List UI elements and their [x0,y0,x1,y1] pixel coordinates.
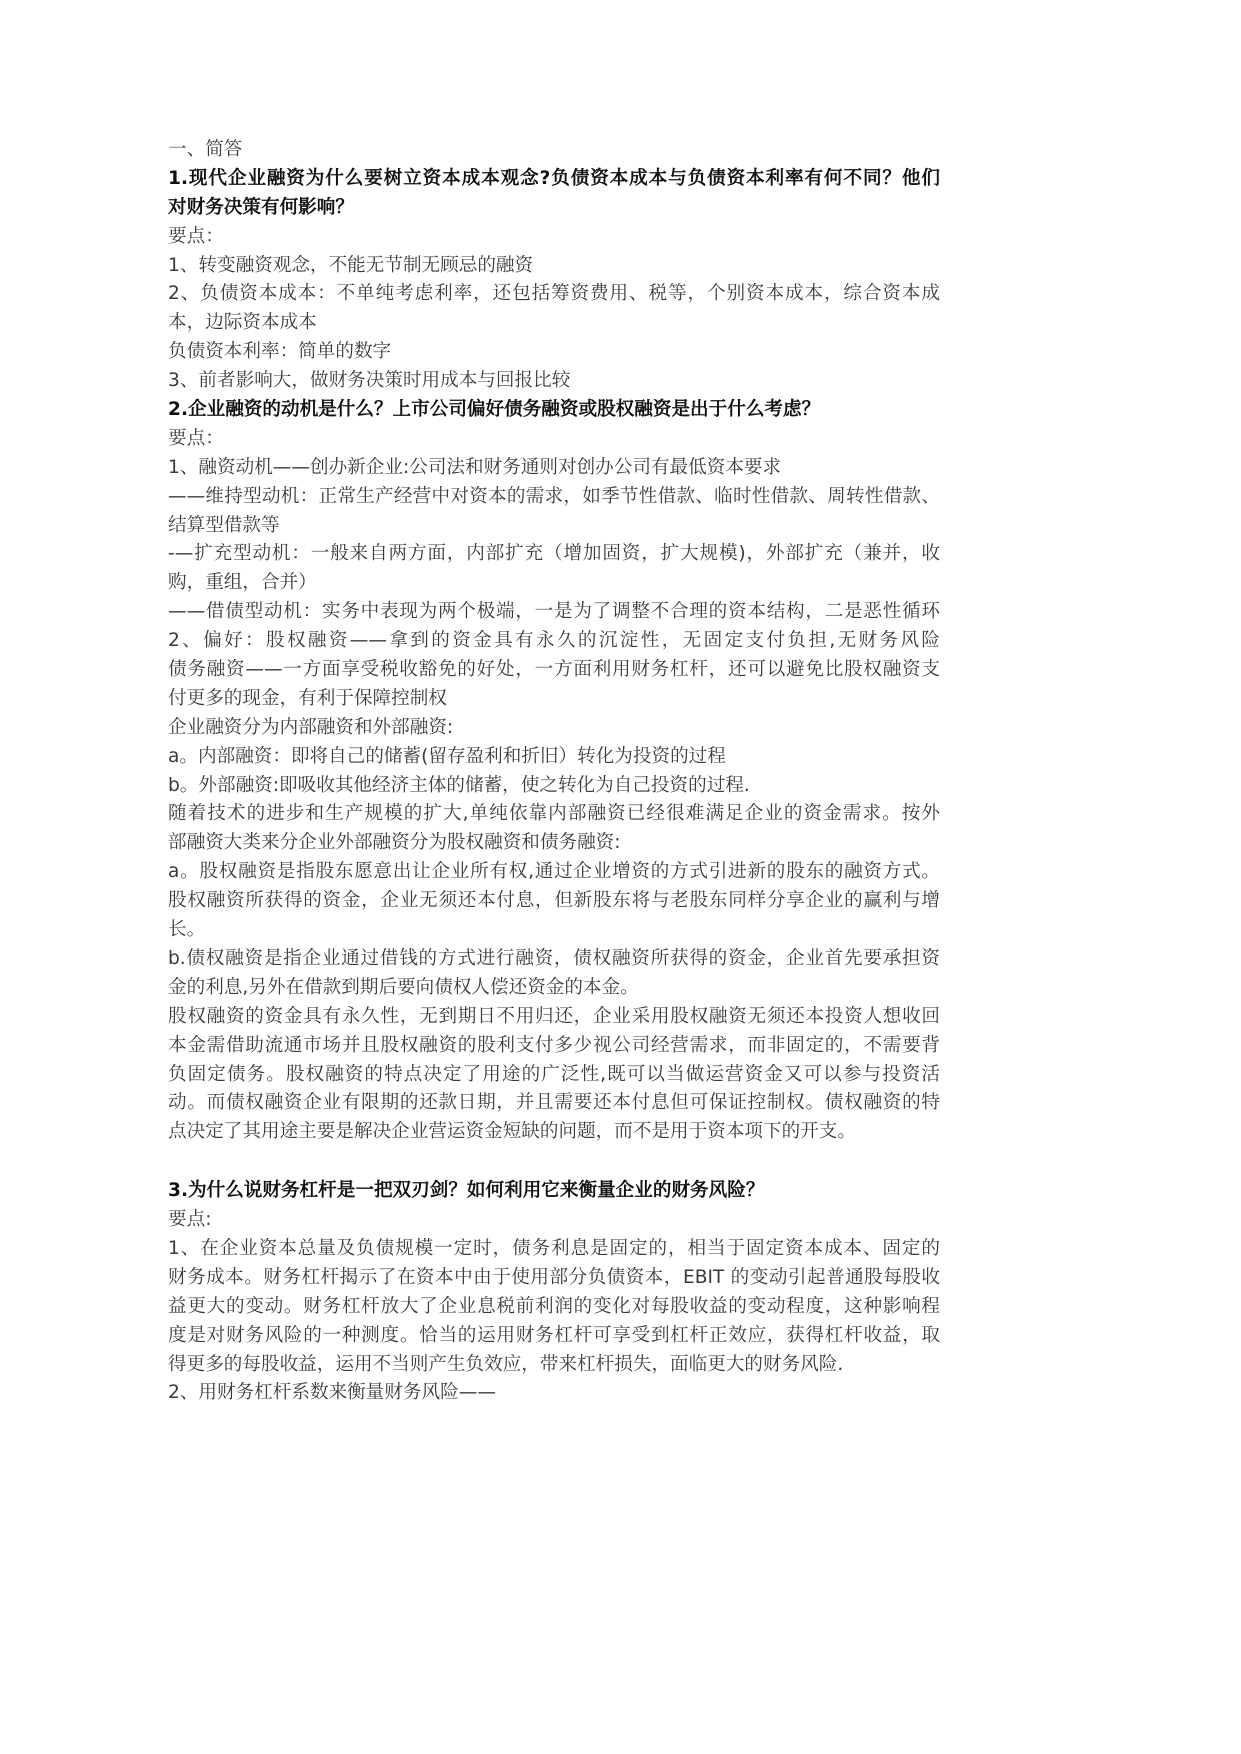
text-line: 要点： [168,427,224,449]
text-line: 2、用财务杠杆系数来衡量财务风险—— [168,1382,496,1404]
text-line: 随着技术的进步和生产规模的扩大,单纯依靠内部融资已经很难满足企业的资金需求。按外 [168,803,940,825]
text-line: 益更大的变动。财务杠杆放大了企业息税前利润的变化对每股收益的变动程度，这种影响程 [168,1295,940,1317]
text-line: b。外部融资:即吸收其他经济主体的储蓄，使之转化为自己投资的过程. [168,774,750,796]
document-body [168,136,940,1408]
text-line: 付更多的现金，有利于保障控制权 [168,687,447,709]
text-line: 要点: [168,1209,212,1231]
text-line: 长。 [168,919,206,941]
text-line: 债务融资——一方面享受税收豁免的好处，一方面利用财务杠杆，还可以避免比股权融资支 [168,659,940,681]
text-line: 部融资大类来分企业外部融资分为股权融资和债务融资: [168,832,621,854]
text-line: 动。而债权融资企业有限期的还款日期，并且需要还本付息但可保证控制权。债权融资的特 [168,1092,940,1114]
text-line: ——借债型动机：实务中表现为两个极端，一是为了调整不合理的资本结构，二是恶性循环 [168,601,940,623]
text-line: 本金需借助流通市场并且股权融资的股利支付多少视公司经营需求，而非固定的，不需要背 [168,1034,940,1056]
text-line: 要点： [168,225,224,247]
text-line: 负债资本利率：简单的数字 [168,341,392,363]
text-line: 2、偏好：股权融资——拿到的资金具有永久的沉淀性，无固定支付负担,无财务风险 [168,630,940,652]
text-line: 1、在企业资本总量及负债规模一定时，债务利息是固定的，相当于固定资本成本、固定的 [168,1237,940,1259]
text-line: 结算型借款等 [168,514,280,536]
blank-line [168,1147,940,1177]
text-line: -—扩充型动机：一般来自两方面，内部扩充（增加固资，扩大规模)，外部扩充（兼并，收 [168,543,940,565]
text-line: ——维持型动机：正常生产经营中对资本的需求，如季节性借款、临时性借款、周转性借款、 [168,485,940,507]
text-line: 企业融资分为内部融资和外部融资: [168,716,454,738]
text-line: 本，边际资本成本 [168,312,317,334]
text-line: 1、融资动机——创办新企业:公司法和财务通则对创办公司有最低资本要求 [168,456,782,478]
text-line: 点决定了其用途主要是解决企业营运资金短缺的问题，而不是用于资本项下的开支。 [168,1121,856,1143]
text-line: 购，重组，合并） [168,572,317,594]
text-line: 财务成本。财务杠杆揭示了在资本中由于使用部分负债资本，EBIT 的变动引起普通股每股收 [168,1266,940,1288]
text-line: b.债权融资是指企业通过借钱的方式进行融资，债权融资所获得的资金，企业首先要承担资 [168,947,940,969]
question-heading: 3.为什么说财务杠杆是一把双刃剑？如何利用它来衡量企业的财务风险？ [168,1180,765,1202]
text-line: 股权融资的资金具有永久性，无到期日不用归还，企业采用股权融资无须还本投资人想收回 [168,1005,940,1027]
question-heading: 2.企业融资的动机是什么？上市公司偏好债务融资或股权融资是出于什么考虑？ [168,399,821,421]
text-line: 得更多的每股收益，运用不当则产生负效应，带来杠杆损失，面临更大的财务风险. [168,1353,844,1375]
question-heading: 对财务决策有何影响？ [168,196,354,218]
text-line: 度是对财务风险的一种测度。恰当的运用财务杠杆可享受到杠杆正效应，获得杠杆收益，取 [168,1324,940,1346]
text-line: 1、转变融资观念，不能无节制无顾忌的融资 [168,254,534,276]
text-line: 2、负债资本成本：不单纯考虑利率，还包括筹资费用、税等，个别资本成本，综合资本成 [168,283,940,305]
text-line: 负固定债务。股权融资的特点决定了用途的广泛性,既可以当做运营资金又可以参与投资活 [168,1063,940,1085]
text-line: 3、前者影响大，做财务决策时用成本与回报比较 [168,370,571,392]
text-line: a。股权融资是指股东愿意出让企业所有权,通过企业增资的方式引进新的股东的融资方式。 [168,861,940,883]
text-line: 一、简答 [168,139,243,160]
text-line: 金的利息,另外在借款到期后要向债权人偿还资金的本金。 [168,976,639,998]
question-heading: 1.现代企业融资为什么要树立资本成本观念?负债资本成本与负债资本利率有何不同？他们 [168,167,940,189]
text-line: 股权融资所获得的资金，企业无须还本付息，但新股东将与老股东同样分享企业的赢利与增 [168,890,940,912]
text-line: a。内部融资：即将自己的储蓄(留存盈利和折旧）转化为投资的过程 [168,745,726,767]
